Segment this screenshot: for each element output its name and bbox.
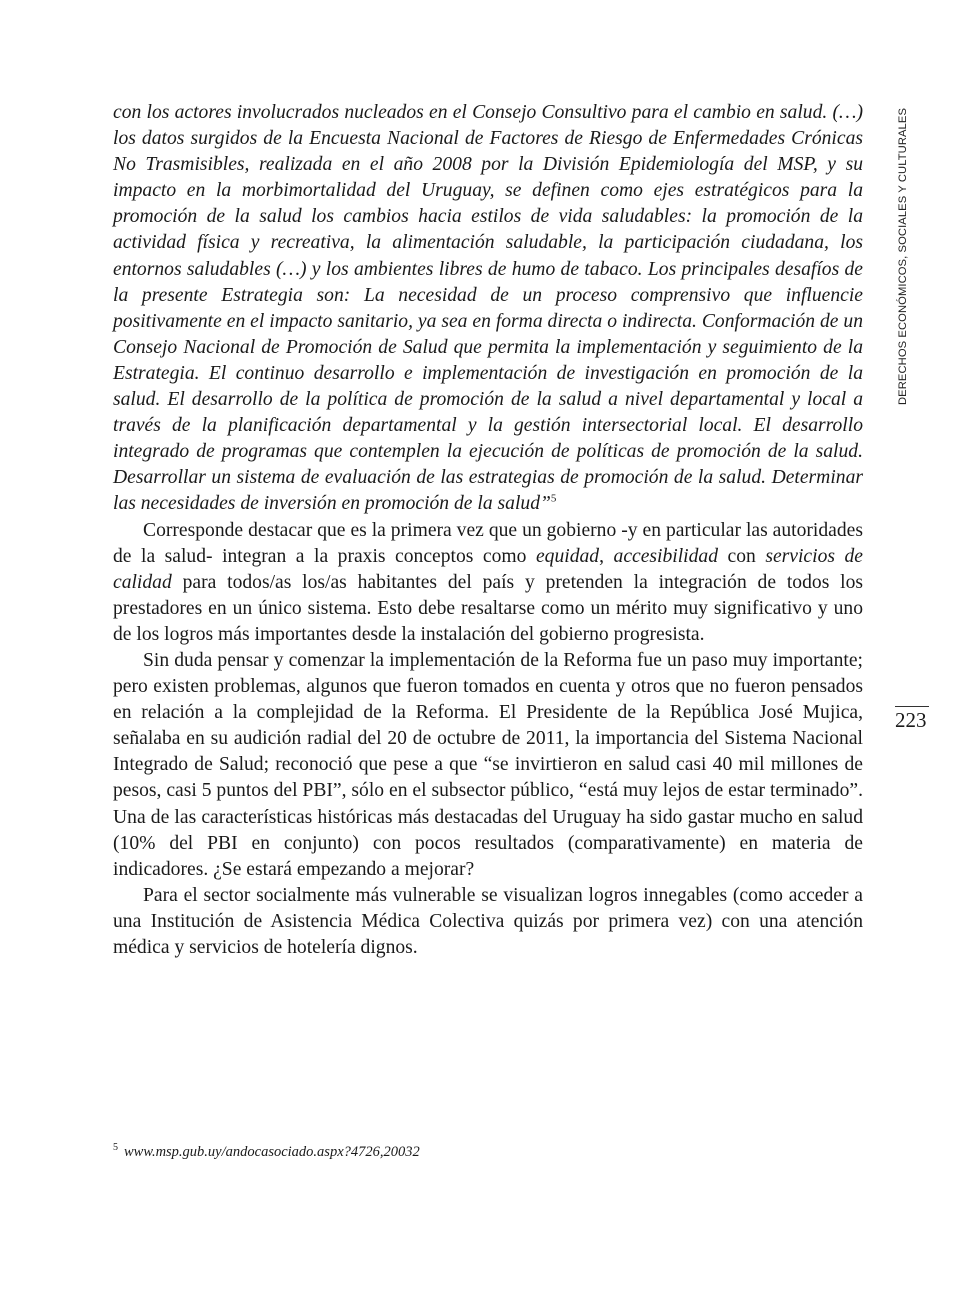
emphasis-accesibilidad: accesibilidad (613, 545, 719, 567)
block-quote (113, 100, 863, 518)
block-quote-text: con los actores involucrados nucleados en el Consejo Consultivo para el cambio en salud. (…) los datos surgidos de la Encuesta Nacional de Factores de Riesgo de Enfermedades Crónicas No Trasmisibles, realizada en el año 2008 por la División Epidemiología del MSP, y su impacto en la morbimortalidad del Uruguay, se definen como ejes estratégicos para la promoción de la salud los cambios hacia estilos de vida saludables: la promoción de la actividad física y recreativa, la alimentación saludable, la participación ciudadana, los entornos saludables (…) y los ambientes libres de humo de tabaco. Los principales desafíos de la presente Estrategia son: La necesidad de un proceso comprensivo que influencie positivamente en el impacto sanitario, ya sea en forma directa o indirecta. Conformación de un Consejo Nacional de Promoción de Salud que permita la implementación y seguimiento de la Estrategia. El continuo desarrollo e implementación de investigación en promoción de la salud. El desarrollo de la política de promoción de la salud a nivel departamental y local a través de la planificación departamental y la gestión intersectorial local. El desarrollo integrado de programas que contemplen la ejecución de políticas de promoción de la salud. Desarrollar un sistema de evaluación de las estrategias de promoción de la salud. Determinar las necesidades de inversión en promoción de la salud” (113, 102, 863, 515)
paragraph-1-text: con (718, 545, 766, 567)
page-number: 223 (895, 708, 927, 732)
running-header-vertical: DERECHOS ECONÓMICOS, SOCIALES Y CULTURALES (897, 107, 909, 405)
paragraph-3: Para el sector socialmente más vulnerable se visualizan logros innegables (como acceder a una Institución de Asistencia Médica Colectiva quizás por primera vez) con una atención médica y servicios de hotelería dignos. (113, 884, 863, 958)
footnote-reference: 5 (550, 492, 557, 505)
paragraph-1-text: , (599, 545, 614, 567)
footnote-mark: 5 (113, 1142, 118, 1154)
emphasis-equidad: equidad (535, 545, 600, 567)
main-text-column (113, 100, 863, 961)
footnote-url: www.msp.gub.uy/andocasociado.aspx?4726,20032 (124, 1144, 420, 1160)
footnote (113, 1142, 420, 1162)
emphasis-servicios-de-calidad: servicios de calidad (113, 545, 864, 593)
paragraph-1 (113, 518, 863, 648)
paragraph-2: Sin duda pensar y comenzar la implementación de la Reforma fue un paso muy importante; pero existen problemas, algunos que fueron tomados en cuenta y otros que no fueron pensados en relación a la complejidad de la Reforma. El Presidente de la República José Mujica, señalaba en su audición radial del 20 de octubre de 2011, la importancia del Sistema Nacional Integrado de Salud; reconoció que pese a que “se invirtieron en salud casi 40 mil millones de pesos, casi 5 puntos del PBI”, sólo en el subsector público, “está muy lejos de estar terminado”. Una de las características históricas más destacadas del Uruguay ha sido gastar mucho en salud (10% del PBI en conjunto) con pocos resultados (comparativamente) en materia de indicadores. ¿Se estará empezando a mejorar? (113, 649, 863, 880)
paragraph-1-text: para todos/as los/as habitantes del país y pretenden la integración de todos los prestadores en un único sistema. Esto debe resaltarse como un mérito muy significativo y uno de los logros más importantes desde la instalación del gobierno progresista. (113, 571, 863, 645)
paragraph-1-text: Corresponde destacar que es la primera vez que un gobierno -y en particular las autoridades de la salud- integran a la praxis conceptos como (113, 519, 863, 567)
